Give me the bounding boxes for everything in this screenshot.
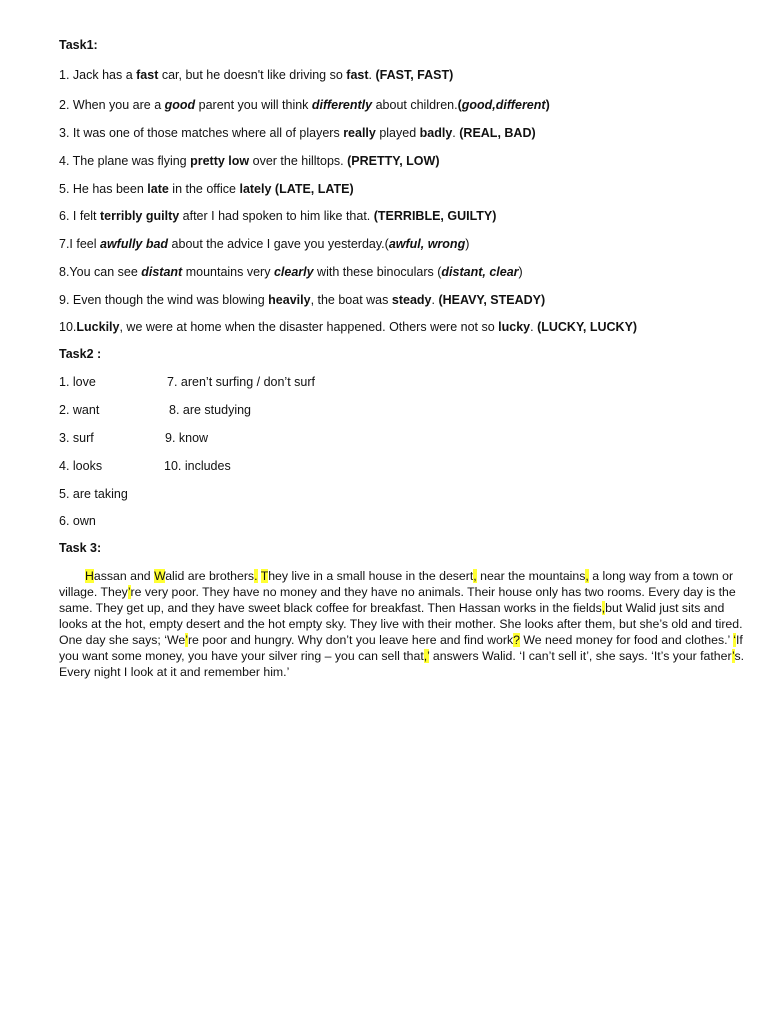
task1-text-segment: differently [311, 98, 373, 112]
highlighted-mark: ’ [732, 649, 735, 663]
task3-paragraph [59, 568, 749, 680]
task1-text-segment: 4. The plane was flying [59, 154, 191, 168]
task2-answer: 2. want [59, 403, 100, 417]
task1-item [59, 264, 523, 280]
task3-text-segment: but Walid just sits and looks at the hot, empty desert and the hot empty sky. They live with their mother. She looks after them, but she’s old and tired. One day she says; ‘We [59, 601, 743, 647]
task1-text-segment: . [452, 126, 460, 140]
task1-text-segment: 7.I feel [59, 237, 100, 251]
task3-text-segment: hey live in a small house in the desert [268, 569, 474, 583]
task1-text-segment: 2. When you are a [59, 98, 165, 112]
task1-text-segment: 9. Even though the wind was blowing [59, 293, 269, 307]
task2-answer: 5. are taking [59, 487, 128, 501]
task3-text-segment: near the mountains [476, 569, 586, 583]
task1-item [59, 153, 439, 169]
task1-text-segment: awful, wrong [388, 237, 466, 251]
task2-answer: 8. are studying [169, 403, 251, 417]
task2-heading: Task2 : [59, 347, 102, 361]
task1-text-segment: car, but he doesn't like driving so [158, 68, 347, 82]
highlighted-mark: H [85, 569, 94, 583]
highlighted-mark: ’ [127, 585, 131, 599]
task1-item [59, 236, 469, 252]
task1-text-segment: fast [346, 68, 369, 82]
task1-item [59, 97, 550, 113]
task1-text-segment: pretty low [190, 154, 250, 168]
task1-item [59, 181, 354, 197]
highlighted-mark: ’ [185, 633, 188, 647]
task3-heading: Task 3: [59, 541, 102, 555]
highlighted-mark: ? [513, 633, 520, 647]
highlighted-mark: W [154, 569, 166, 583]
task1-item [59, 208, 496, 224]
task1-text-segment: (TERRIBLE, GUILTY) [373, 209, 497, 223]
task1-text-segment: fast [136, 68, 159, 82]
task3-text-segment: answers Walid. ‘I can’t sell it’, she says. ‘It’s your father [429, 649, 732, 663]
task3-text-segment: If you want some money, you have your silver ring – you can sell that [59, 633, 743, 663]
highlighted-mark: . [254, 569, 258, 583]
task1-text-segment: lately [239, 182, 272, 196]
task2-answer: 4. looks [59, 459, 103, 473]
task3-text-segment: We need money for food and clothes.’ [519, 633, 734, 647]
task1-text-segment: about children. [372, 98, 458, 112]
highlighted-mark: , [473, 569, 477, 583]
task1-text-segment: (LUCKY, LUCKY) [537, 320, 638, 334]
task1-item [59, 125, 536, 141]
task1-text-segment: . [431, 293, 439, 307]
highlighted-mark: , [585, 569, 589, 583]
task1-text-segment: (LATE, LATE) [274, 182, 354, 196]
task2-answer: 9. know [165, 431, 209, 445]
task1-text-segment: clearly [273, 265, 314, 279]
task2-answer: 7. aren’t surfing / don’t surf [167, 375, 315, 389]
highlighted-mark: ‘ [733, 633, 736, 647]
task1-text-segment: 8.You can see [59, 265, 142, 279]
task3-text-segment: re very poor. They have no money and they have no animals. Their house only has two rooms. Every day is the same. They get up, and they have sweet black coffee for breakfast. Then Hassan works in the fields [59, 585, 736, 615]
task3-text-segment: assan and [93, 569, 155, 583]
task1-text-segment: . [368, 68, 376, 82]
task2-answer: 10. includes [164, 459, 231, 473]
task3-text-segment: s. Every night I look at it and remember him.’ [59, 649, 745, 679]
task1-text-segment: with these binoculars ( [313, 265, 442, 279]
task1-text-segment: good [164, 98, 196, 112]
task1-text-segment: played [375, 126, 420, 140]
task3-text-segment: re poor and hungry. Why don’t you leave here and find work [187, 633, 514, 647]
task3-text-segment: alid are brothers [165, 569, 255, 583]
task1-text-segment: (FAST, FAST) [375, 68, 454, 82]
task1-text-segment: , the boat was [310, 293, 392, 307]
highlighted-mark: ,’ [423, 649, 430, 663]
task1-text-segment: awfully bad [100, 237, 169, 251]
task1-text-segment: steady [391, 293, 432, 307]
task1-text-segment: (HEAVY, STEADY) [438, 293, 546, 307]
task1-text-segment: (PRETTY, LOW) [347, 154, 440, 168]
task1-text-segment: ) [545, 98, 550, 112]
task1-text-segment: in the office [168, 182, 240, 196]
task2-answer: 6. own [59, 514, 96, 528]
task1-text-segment: about the advice I gave you yesterday.( [168, 237, 389, 251]
task1-item [59, 67, 453, 83]
task1-text-segment: 10. [59, 320, 77, 334]
task1-text-segment: . [530, 320, 538, 334]
task1-text-segment: 6. I felt [59, 209, 100, 223]
task1-text-segment: late [147, 182, 169, 196]
task1-text-segment: ) [465, 237, 470, 251]
highlighted-mark: , [601, 601, 606, 615]
task1-text-segment: ) [518, 265, 523, 279]
task1-item [59, 319, 637, 335]
task1-text-segment: over the hilltops. [249, 154, 348, 168]
task1-text-segment: lucky [498, 320, 531, 334]
task1-text-segment: Luckily [76, 320, 120, 334]
task1-text-segment: , we were at home when the disaster happened. Others were not so [119, 320, 499, 334]
task1-text-segment: distant, clear [441, 265, 519, 279]
task2-answer: 1. love [59, 375, 96, 389]
task1-text-segment: good,different [461, 98, 546, 112]
task1-text-segment: badly [419, 126, 453, 140]
task1-text-segment: heavily [268, 293, 311, 307]
task1-text-segment: parent you will think [195, 98, 312, 112]
task1-text-segment: 3. It was one of those matches where all of players [59, 126, 344, 140]
task1-text-segment: distant [141, 265, 183, 279]
task1-text-segment: 5. He has been [59, 182, 148, 196]
highlighted-mark: T [260, 569, 269, 583]
task1-text-segment: really [343, 126, 376, 140]
task1-heading: Task1: [59, 38, 98, 52]
task1-text-segment: terribly guilty [100, 209, 180, 223]
task1-text-segment: ( [457, 98, 462, 112]
task1-text-segment: mountains very [182, 265, 274, 279]
task3-text-segment: a long way from a town or village. They [59, 569, 734, 599]
task1-text-segment: (REAL, BAD) [459, 126, 536, 140]
task1-text-segment: after I had spoken to him like that. [179, 209, 374, 223]
task2-answer: 3. surf [59, 431, 94, 445]
task1-text-segment: 1. Jack has a [59, 68, 137, 82]
task1-item [59, 292, 545, 308]
